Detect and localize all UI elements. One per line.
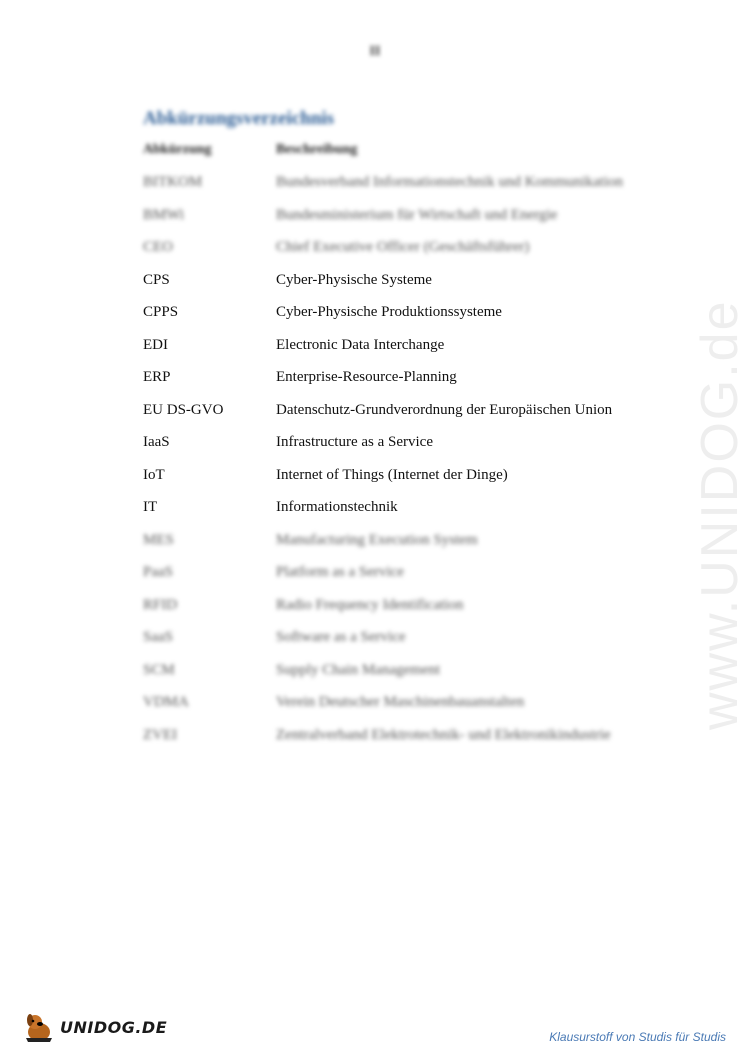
description-cell: Informationstechnik [276, 499, 398, 515]
abbreviation-cell: ERP [143, 369, 171, 385]
abbreviation-cell: IaaS [143, 434, 170, 450]
description-cell: Enterprise-Resource-Planning [276, 369, 457, 385]
footer-tagline: Klausurstoff von Studis für Studis [549, 1030, 726, 1044]
description-cell: Electronic Data Interchange [276, 336, 445, 353]
table-row [0, 334, 750, 367]
abbreviation-cell: EU DS-GVO [143, 401, 224, 418]
description-cell: Verein Deutscher Maschinenbauanstalten [276, 694, 525, 710]
table-row [0, 496, 750, 529]
description-cell: Manufacturing Execution System [276, 531, 478, 548]
table-row [0, 464, 750, 497]
abbreviation-cell: BMWi [143, 206, 185, 223]
abbreviation-cell: CEO [143, 239, 173, 255]
watermark: www.UNIDOG.de [691, 299, 749, 730]
description-cell: Bundesministerium für Wirtschaft und Energie [276, 206, 558, 223]
unidog-logo[interactable] [22, 1010, 167, 1044]
table-row [0, 366, 750, 399]
abbreviation-cell: VDMA [143, 694, 189, 710]
table-row [0, 269, 750, 302]
table-row [0, 529, 750, 562]
description-cell: Datenschutz-Grundverordnung der Europäischen Union [276, 401, 613, 418]
abbreviation-list [0, 171, 750, 756]
table-row [0, 301, 750, 334]
description-cell: Supply Chain Management [276, 661, 441, 678]
description-cell: Cyber-Physische Produktionssysteme [276, 304, 502, 320]
abbreviation-cell: RFID [143, 596, 178, 613]
table-row [0, 659, 750, 692]
abbreviation-cell: PaaS [143, 564, 173, 580]
abbreviation-cell: ZVEI [143, 726, 178, 743]
table-row [0, 594, 750, 627]
abbreviation-cell: SaaS [143, 629, 173, 645]
table-row [0, 724, 750, 757]
description-cell: Platform as a Service [276, 564, 404, 580]
table-row [0, 204, 750, 237]
description-cell: Bundesverband Informationstechnik und Kommunikation [276, 174, 624, 190]
description-cell: Internet of Things (Internet der Dinge) [276, 466, 508, 483]
description-cell: Cyber-Physische Systeme [276, 271, 432, 288]
abbreviation-cell: SCM [143, 661, 175, 678]
logo-text: UNIDOG.DE [60, 1017, 168, 1037]
abbreviation-cell: MES [143, 531, 174, 548]
abbreviation-cell: IT [143, 499, 158, 515]
column-header-abbreviation: Abkürzung [143, 142, 212, 157]
description-cell: Radio Frequency Identification [276, 596, 464, 613]
table-row [0, 431, 750, 464]
abbreviation-cell: CPS [143, 271, 170, 288]
dog-mascot-icon [22, 1010, 56, 1044]
abbreviation-cell: CPPS [143, 304, 179, 320]
description-cell: Chief Executive Officer (Geschäftsführer) [276, 239, 530, 255]
abbreviation-cell: EDI [143, 336, 168, 353]
description-cell: Zentralverband Elektrotechnik- und Elektronikindustrie [276, 726, 611, 743]
column-header-description: Beschreibung [276, 142, 358, 157]
table-row [0, 561, 750, 594]
table-row [0, 236, 750, 269]
abbreviation-cell: BITKOM [143, 174, 203, 190]
description-cell: Infrastructure as a Service [276, 434, 434, 450]
page-number: II [369, 44, 381, 59]
abbreviation-cell: IoT [143, 466, 165, 483]
table-row [0, 626, 750, 659]
table-row [0, 171, 750, 204]
description-cell: Software as a Service [276, 629, 406, 645]
table-row [0, 399, 750, 432]
table-row [0, 691, 750, 724]
page-title: Abkürzungsverzeichnis [143, 108, 335, 129]
